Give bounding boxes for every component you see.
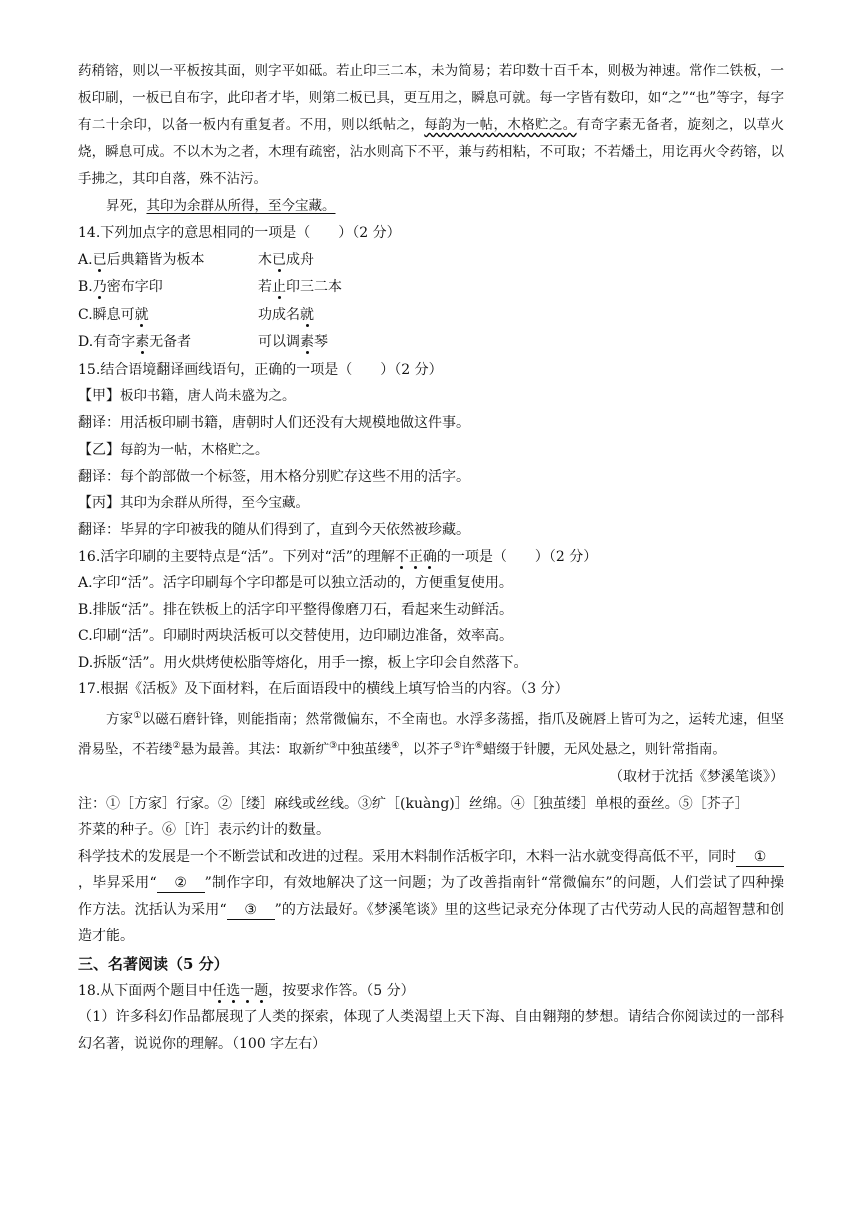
q14-option-c: C.瞬息可就 功成名就 [78, 306, 314, 323]
q15-translation-jia: 翻译：用活板印刷书籍，唐朝时人们还没有大规模地做这件事。 [78, 415, 470, 431]
underlined-sentence-yi: 每韵为一帖，木格贮之。 [424, 117, 577, 133]
q15-item-yi: 【乙】每韵为一帖，木格贮之。 [78, 441, 269, 458]
question-14-stem: 14.下列加点字的意思相同的一项是（ ）（2 分） [78, 225, 401, 241]
q14-option-d: D.有奇字素无备者 可以调素琴 [78, 334, 328, 350]
q18-item-1: （1）许多科幻作品都展现了人类的探索，体现了人类渴望上天下海、自由翱翔的梦想。请结合你阅读过的一部科幻名著，说说你的理解。（100 字左右） [78, 1009, 784, 1052]
q16-option-b: B.排版“活”。排在铁板上的活字印平整得像磨刀石，看起来生动鲜活。 [78, 601, 514, 618]
passage-paragraph-1: 药稍镕，则以一平板按其面，则字平如砥。若止印三二本，未为简易；若印数十百千本，则极为神速。常作二铁板，一板印刷，一板已自布字，此印者才毕，则第二板已具，更互用之，瞬息可就。每一字皆有数印，如“之”“也”等字，每字有二十余印，以备一板内有重复者。不用，则以纸帖之，每韵为一帖，木格贮之。有奇字素无备者，旋刻之，以草火烧，瞬息可成。不以木为之者，木理有疏密，沾水则高下不平，兼与药相粘，不可取；不若燔土，用讫再火令药镕，以手拂之，其印自落，殊不沾污。 [78, 63, 785, 187]
q16-option-c: C.印刷“活”。印刷时两块活板可以交替使用，边印刷边准备，效率高。 [78, 628, 513, 644]
q17-notes-line-2: 芥菜的种子。⑥［许］表示约计的数量。 [78, 822, 330, 838]
question-18-stem: 18.从下面两个题目中任选一题，按要求作答。（5 分） [78, 982, 415, 999]
q16-option-a: A.字印“活”。活字印刷每个字印都是可以独立活动的，方便重复使用。 [78, 575, 513, 591]
q17-material: 方家①以磁石磨针锋，则能指南；然常微偏东，不全南也。水浮多荡摇，指爪及碗唇上皆可为之，运转尤速，但坚滑易坠，不若缕②悬为最善。其法：取新纩③中独茧缕④，以芥子⑤许⑥蜡缀于针腰，无风处悬之，则针常指南。 [78, 710, 784, 758]
section-3-heading: 三、名著阅读（5 分） [78, 954, 229, 973]
q15-translation-yi: 翻译：每个韵部做一个标签，用木格分别贮存这些不用的活字。 [78, 468, 470, 485]
underlined-sentence-bing: 其印为余群从所得，至今宝藏。 [146, 198, 336, 214]
q15-translation-bing: 翻译：毕昇的字印被我的随从们得到了，直到今天依然被珍藏。 [78, 522, 470, 538]
q17-notes-line-1: 注：①［方家］行家。②［缕］麻线或丝线。③纩［(kuàng)］丝绵。④［独茧缕］单根的蚕丝。⑤［芥子］ [78, 795, 749, 812]
blank-3[interactable]: ③ [227, 901, 275, 920]
question-17-stem: 17.根据《活板》及下面材料，在后面语段中的横线上填写恰当的内容。（3 分） [78, 681, 569, 697]
question-14-options [78, 247, 784, 357]
q15-item-jia: 【甲】板印书籍，唐人尚未盛为之。 [78, 388, 296, 404]
passage-paragraph-2: 昇死，其印为余群从所得，至今宝藏。 [106, 198, 336, 214]
question-15-stem: 15.结合语境翻译画线语句，正确的一项是（ ）（2 分） [78, 361, 443, 378]
blank-1[interactable]: ① [736, 848, 784, 867]
q16-option-d: D.拆版“活”。用火烘烤使松脂等熔化，用手一擦，板上字印会自然落下。 [78, 654, 528, 671]
q15-item-bing: 【丙】其印为余群从所得，至今宝藏。 [78, 495, 309, 511]
q17-fill-paragraph: 科学技术的发展是一个不断尝试和改进的过程。采用木料制作活板字印，木料一沾水就变得高低不平，同时 ①，毕昇采用“ ② ”制作字印，有效地解决了这一问题；为了改善指南针“常微偏东”的问题，人们尝试了四种操作方法。沈括认为采用“ ③ ”的方法最好。《梦溪笔谈》里的这些记录充分体现了古代劳动人民的高超智慧和创造才能。 [78, 848, 784, 944]
blank-2[interactable]: ② [157, 874, 205, 893]
q14-option-a: A.已后典籍皆为板本 木已成舟 [78, 251, 314, 268]
question-16-stem: 16.活字印刷的主要特点是“活”。下列对“活”的理解不正确的一项是（ ）（2 分） [78, 548, 598, 565]
exam-page [78, 58, 784, 1057]
q17-source: （取材于沈括《梦溪笔谈》） [609, 768, 784, 785]
q14-option-b: B.乃密布字印 若止印三二本 [78, 279, 342, 295]
